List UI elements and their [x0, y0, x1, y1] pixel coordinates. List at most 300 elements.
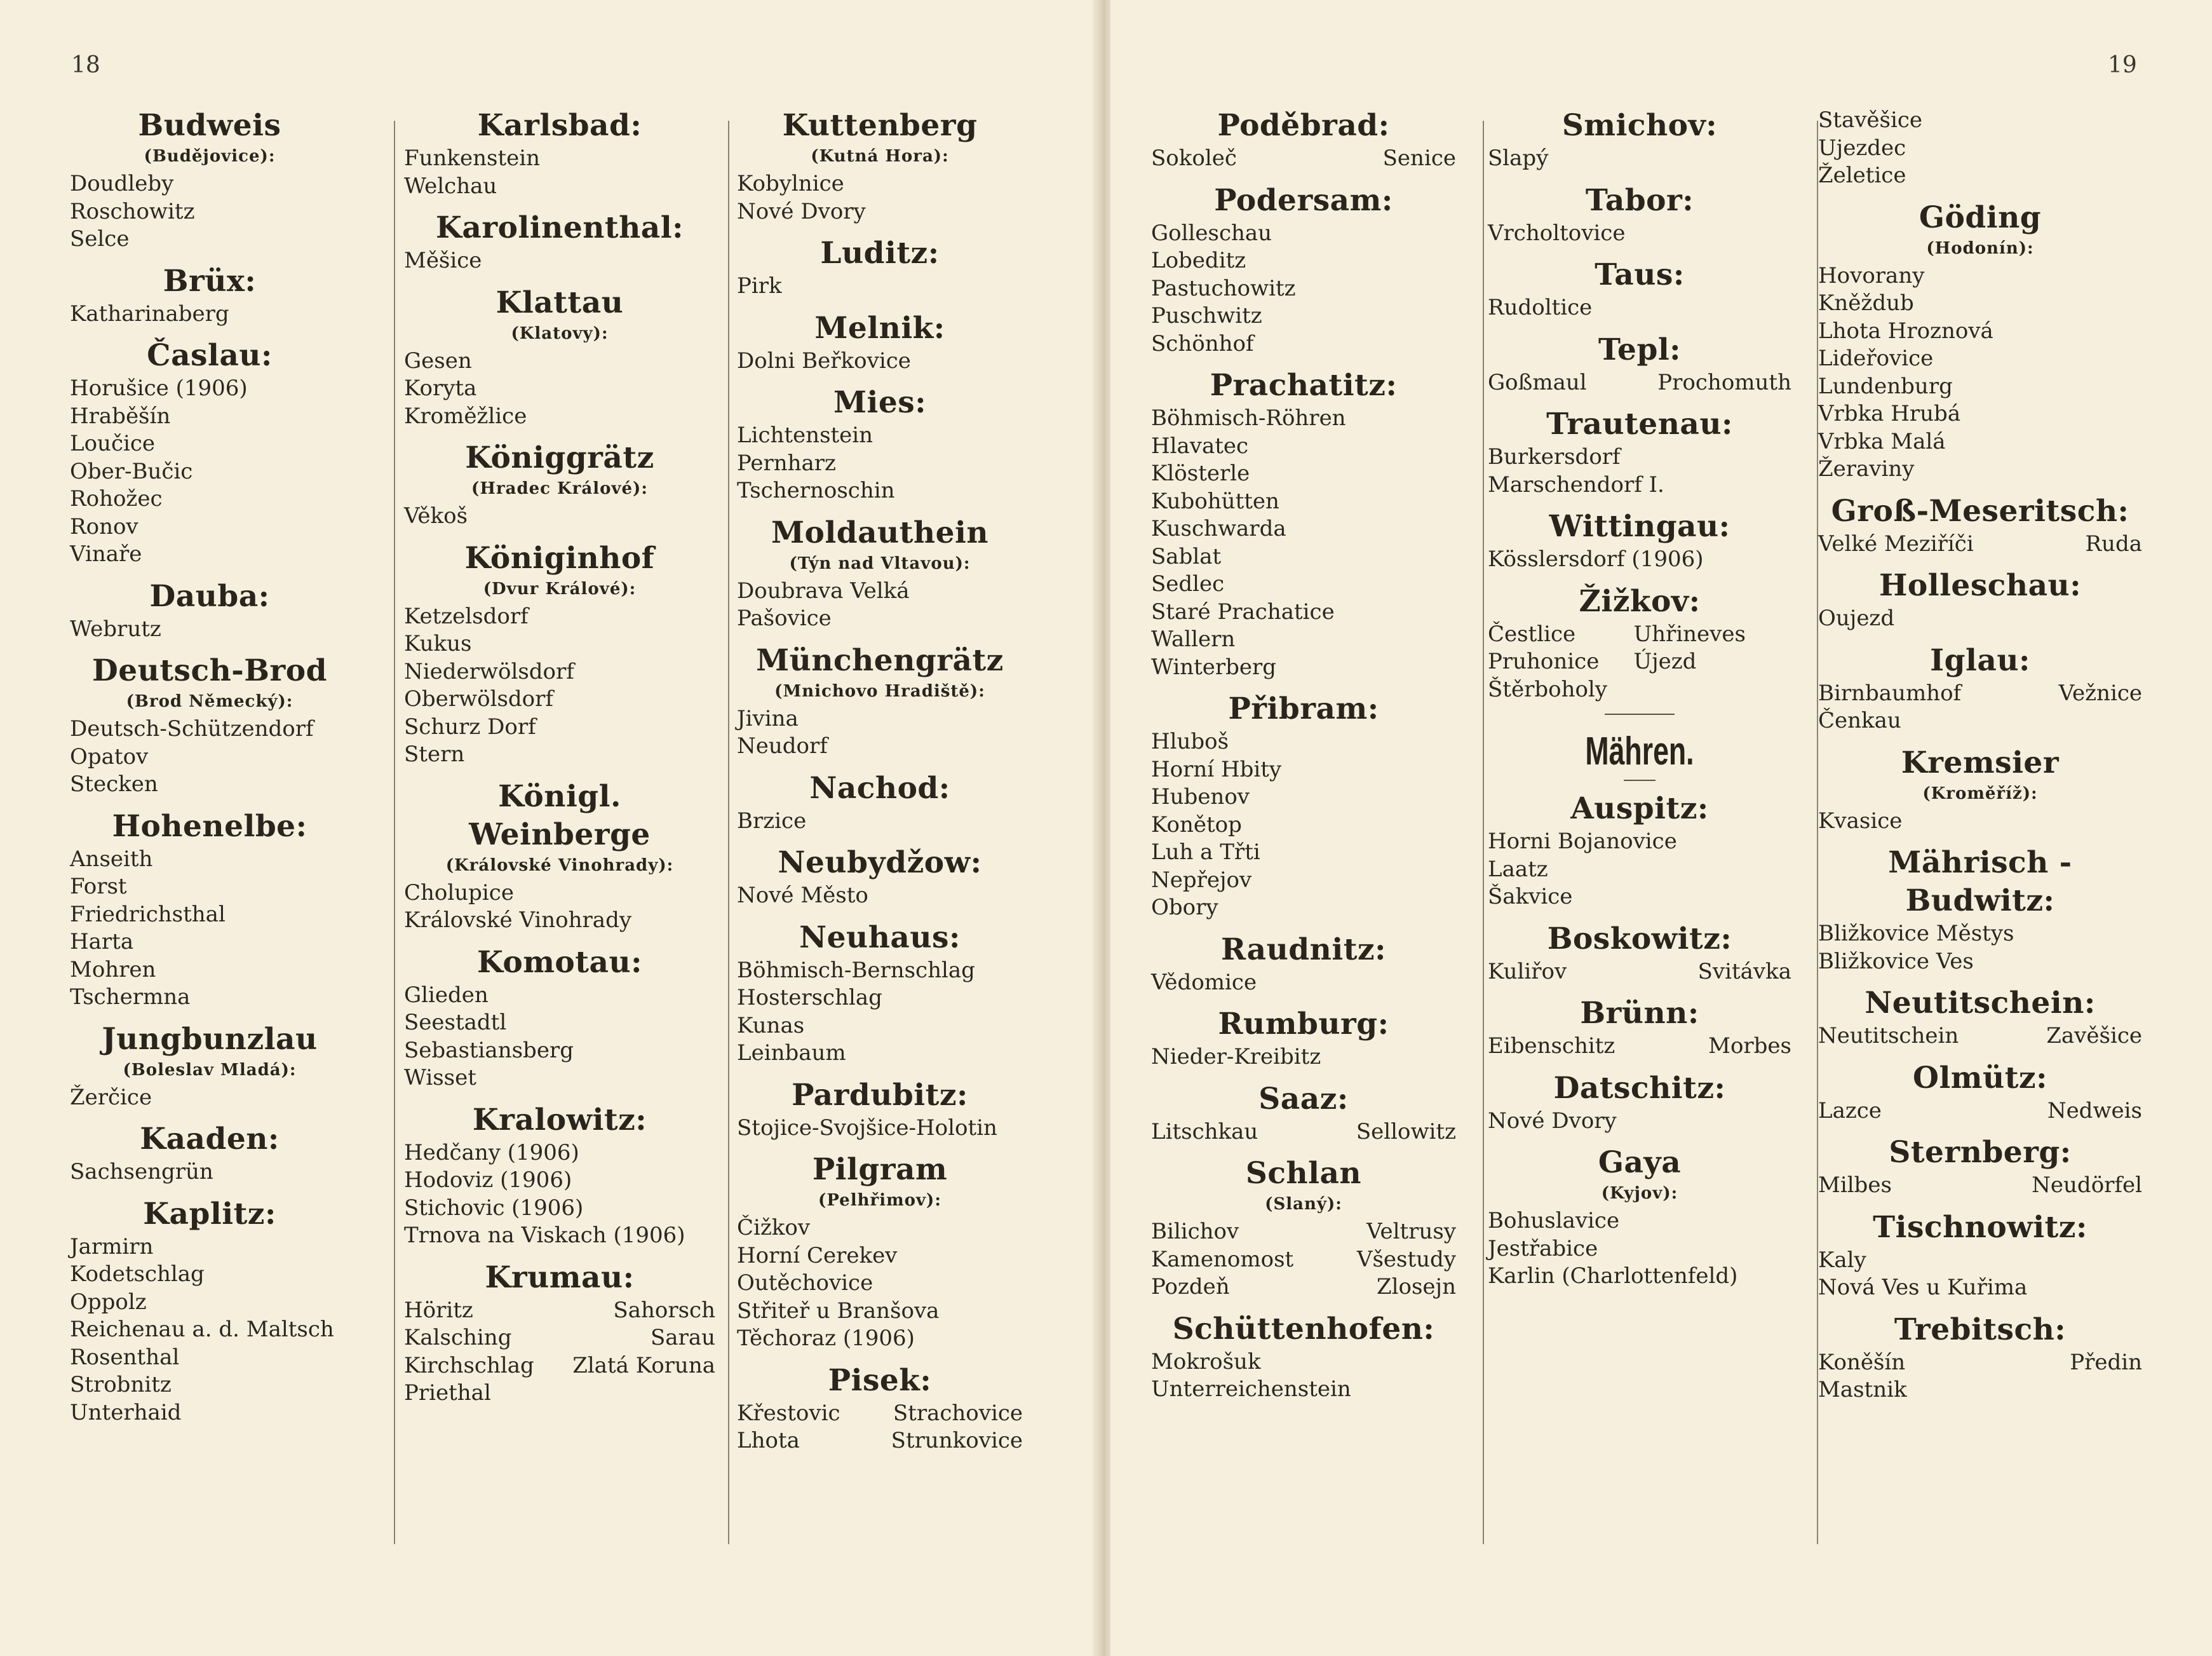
place-name: Pastuchowitz — [1151, 275, 1296, 301]
place-name: Sellowitz — [1356, 1118, 1456, 1144]
district-heading: Kremsier — [1901, 745, 2060, 780]
place-name: Outěchovice — [737, 1270, 873, 1296]
place-name: Morbes — [1708, 1033, 1791, 1059]
place-name: Nové Dvory — [1488, 1108, 1617, 1134]
place-name: Svitávka — [1697, 958, 1791, 984]
place-name: Dolni Beřkovice — [737, 348, 911, 374]
place-name: Konětop — [1151, 811, 1242, 838]
place-row — [1488, 676, 1791, 704]
place-name: Lazce — [1818, 1097, 1882, 1123]
place-name: Stichovic (1906) — [404, 1195, 584, 1221]
place-name: Brzice — [737, 808, 807, 834]
district-heading: Brüx: — [163, 263, 257, 299]
place-name: Unterreichenstein — [1151, 1376, 1351, 1402]
place-name: Sahorsch — [613, 1297, 715, 1323]
place-name: Slapý — [1488, 146, 1549, 171]
district-heading: Schüttenhofen: — [1172, 1311, 1435, 1347]
district-section — [1818, 107, 2142, 190]
place-row — [1818, 531, 2142, 559]
district-heading: Königgrätz — [465, 440, 654, 475]
place-name: Zlosejn — [1377, 1274, 1456, 1300]
place-name: Sachsengrün — [70, 1159, 213, 1184]
place-name: Tschermna — [70, 984, 191, 1010]
district-section — [737, 234, 1023, 301]
place-name: Lobeditz — [1151, 248, 1246, 273]
place-name: Kobylnice — [737, 171, 844, 196]
place-name: Kvasice — [1818, 808, 1903, 834]
place-name: Niederwölsdorf — [404, 658, 574, 684]
place-name: Pruhonice — [1488, 649, 1600, 674]
district-subheading: (Klatovy): — [511, 323, 609, 343]
district-heading: Komotau: — [477, 944, 642, 980]
district-section — [1488, 920, 1791, 986]
district-heading: Melnik: — [814, 310, 945, 346]
place-name: Hubenov — [1151, 784, 1250, 810]
place-name: Horušice (1906) — [70, 376, 248, 401]
place-row — [1818, 680, 2142, 708]
place-name: Nepřejov — [1151, 867, 1252, 893]
place-row — [1151, 1246, 1456, 1274]
place-name: Böhmisch-Bernschlag — [737, 957, 975, 983]
district-section — [70, 578, 349, 644]
place-name: Strobnitz — [70, 1372, 172, 1397]
place-name: Hluboš — [1151, 729, 1229, 754]
place-name: Puschwitz — [1151, 303, 1262, 329]
district-heading: Königinhof — [464, 540, 655, 576]
district-section — [1818, 1311, 2142, 1404]
district-heading: Mies: — [833, 385, 927, 420]
district-section — [404, 1259, 715, 1408]
district-heading: Mährisch - Budwitz: — [1888, 845, 2072, 918]
place-name: Vědomice — [1151, 969, 1257, 995]
place-name: Glieden — [404, 982, 489, 1008]
place-name: Trnova na Viskach (1906) — [404, 1223, 685, 1248]
place-name: Bilichov — [1151, 1219, 1239, 1244]
district-heading: Neubydžow: — [778, 845, 982, 880]
page-number-left: 18 — [71, 52, 100, 78]
district-section — [737, 1151, 1023, 1353]
place-name: Hlavatec — [1151, 433, 1249, 459]
district-section — [1818, 1134, 2142, 1200]
place-name: Wallern — [1151, 627, 1236, 652]
district-heading: Holleschau: — [1878, 568, 2082, 603]
place-name: Sokoleč — [1151, 146, 1237, 171]
district-heading: Klattau — [496, 285, 624, 320]
district-heading: Gaya — [1598, 1145, 1682, 1180]
place-name: Střiteř u Branšova — [737, 1298, 940, 1324]
place-name: Tschernoschin — [737, 478, 895, 503]
district-subheading: (Týn nad Vltavou): — [789, 553, 971, 573]
place-name: Předin — [2070, 1349, 2142, 1375]
place-name: Wisset — [404, 1065, 476, 1090]
place-name: Jarmirn — [70, 1233, 154, 1259]
place-name: Čižkov — [737, 1215, 811, 1240]
district-section — [1488, 331, 1791, 397]
place-name: Deutsch-Schützendorf — [70, 716, 314, 742]
place-name: Kuliřov — [1488, 958, 1567, 984]
place-name: Kukus — [404, 631, 472, 656]
place-name: Kuschwarda — [1151, 516, 1286, 541]
place-name: Strachovice — [893, 1400, 1023, 1426]
place-name: Marschendorf I. — [1488, 472, 1664, 498]
district-section — [1818, 492, 2142, 559]
place-name: Lundenburg — [1818, 373, 1953, 399]
place-name: Hodoviz (1906) — [404, 1167, 572, 1193]
place-name: Obory — [1151, 895, 1218, 920]
district-heading: Časlau: — [147, 338, 273, 373]
place-name: Vrcholtovice — [1488, 220, 1626, 246]
place-name: Opatov — [70, 743, 149, 770]
place-name: Laatz — [1488, 856, 1548, 882]
district-subheading: (Královské Vinohrady): — [445, 855, 674, 875]
district-heading: Moldauthein — [771, 515, 989, 550]
district-subheading: (Mnichovo Hradiště): — [774, 681, 985, 701]
place-name: Jestřabice — [1488, 1235, 1598, 1261]
place-name: Ruda — [2085, 531, 2142, 557]
place-name: Zlatá Koruna — [572, 1352, 715, 1378]
place-name: Birnbaumhof — [1818, 680, 1962, 706]
district-subheading: (Hradec Králové): — [471, 479, 648, 498]
district-section — [737, 642, 1023, 761]
district-section — [1818, 1209, 2142, 1302]
place-name: Oujezd — [1818, 606, 1895, 631]
district-section — [1151, 107, 1456, 173]
district-section — [1818, 984, 2142, 1050]
place-name: Welchau — [404, 173, 497, 199]
district-section — [1488, 1144, 1791, 1291]
left-page — [0, 0, 1098, 1656]
place-name: Schurz Dorf — [404, 714, 536, 740]
district-heading: Přibram: — [1228, 691, 1379, 726]
right-column-1 — [1151, 107, 1456, 1413]
district-heading: Boskowitz: — [1547, 921, 1732, 956]
place-name: Neudörfel — [2032, 1172, 2142, 1198]
district-heading: Raudnitz: — [1221, 932, 1386, 967]
district-section — [1818, 744, 2142, 836]
district-section — [1488, 994, 1791, 1061]
column-divider — [728, 121, 729, 1544]
district-heading: Krumau: — [485, 1259, 635, 1295]
place-name: Prochomuth — [1657, 369, 1791, 395]
place-name: Leinbaum — [737, 1040, 846, 1066]
district-heading: Wittingau: — [1549, 509, 1730, 544]
district-section — [737, 514, 1023, 633]
place-name: Neutitschein — [1818, 1023, 1959, 1049]
place-row — [1151, 145, 1456, 173]
place-name: Priethal — [404, 1380, 491, 1406]
district-heading: Rumburg: — [1218, 1007, 1389, 1042]
district-heading: Neutitschein: — [1865, 986, 2096, 1021]
left-column-1 — [70, 107, 349, 1435]
place-name: Věkoš — [404, 503, 468, 529]
place-row — [1488, 1033, 1791, 1061]
district-section — [737, 107, 1023, 226]
district-section — [1151, 931, 1456, 997]
district-section — [70, 652, 349, 799]
district-subheading: (Slaný): — [1265, 1195, 1342, 1214]
district-section — [1151, 690, 1456, 922]
district-heading: Karolinenthal: — [436, 210, 684, 245]
district-heading: Luditz: — [820, 236, 940, 271]
place-name: Horní Cerekev — [737, 1242, 898, 1268]
place-name: Kodetschlag — [70, 1261, 205, 1287]
district-heading: Deutsch-Brod — [92, 653, 327, 688]
place-name: Nedweis — [2047, 1097, 2142, 1123]
place-name: Kamenomost — [1151, 1246, 1294, 1272]
district-subheading: (Kroměříž): — [1922, 784, 2038, 803]
district-section — [1488, 256, 1791, 322]
district-heading: Tepl: — [1598, 332, 1682, 367]
place-name: Kalsching — [404, 1325, 512, 1350]
district-section — [70, 1021, 349, 1112]
place-name: Královské Vinohrady — [404, 907, 632, 933]
place-row — [1818, 1349, 2142, 1377]
place-name: Friedrichsthal — [70, 901, 226, 927]
column-divider — [394, 121, 395, 1544]
place-name: Sablat — [1151, 543, 1222, 569]
place-name: Gesen — [404, 348, 472, 374]
place-name: Neudorf — [737, 733, 828, 759]
place-name: Vinaře — [70, 541, 142, 567]
place-row — [1818, 1376, 2142, 1404]
place-name: Karlin (Charlottenfeld) — [1488, 1263, 1738, 1289]
divider-dash — [1624, 780, 1656, 781]
place-row — [1151, 1118, 1456, 1146]
place-name: Rosenthal — [70, 1344, 180, 1370]
district-section — [1488, 405, 1791, 499]
right-column-2 — [1488, 107, 1791, 1300]
place-row — [404, 1352, 715, 1380]
district-heading: Neuhaus: — [799, 920, 961, 955]
district-section — [1151, 1080, 1456, 1146]
place-name: Rudoltice — [1488, 295, 1593, 320]
left-column-2 — [404, 107, 715, 1416]
place-name: Vrbka Hrubá — [1818, 401, 1961, 426]
district-heading: Trautenau: — [1546, 407, 1733, 442]
place-name: Křestovic — [737, 1400, 840, 1426]
district-heading: Groß-Meseritsch: — [1831, 493, 2129, 529]
place-name: Všestudy — [1356, 1246, 1456, 1272]
place-name: Unterhaid — [70, 1399, 182, 1425]
district-section — [737, 309, 1023, 376]
place-name: Ober-Bučic — [70, 458, 193, 484]
district-heading: Budweis — [138, 108, 281, 143]
place-name: Katharinaberg — [70, 301, 229, 327]
place-name: Měšice — [404, 248, 482, 273]
district-section — [737, 844, 1023, 910]
district-section — [1818, 642, 2142, 735]
district-heading: Schlan — [1245, 1156, 1362, 1191]
column-divider — [1483, 121, 1484, 1544]
district-heading: Kralowitz: — [472, 1102, 647, 1137]
place-name: Loučice — [70, 431, 156, 456]
place-name: Burkersdorf — [1488, 444, 1621, 470]
place-name: Horni Bojanovice — [1488, 829, 1677, 854]
place-name: Nové Město — [737, 883, 868, 908]
place-row — [1488, 648, 1791, 676]
place-name: Harta — [70, 929, 134, 954]
district-heading: Olmütz: — [1913, 1060, 2047, 1096]
place-name: Uhřineves — [1633, 621, 1746, 647]
place-name: Kunas — [737, 1012, 805, 1038]
place-name: Sedlec — [1151, 571, 1225, 597]
district-heading: Tischnowitz: — [1873, 1209, 2087, 1245]
place-name: Nová Ves u Kuřima — [1818, 1275, 2028, 1300]
right-column-3 — [1818, 107, 2142, 1413]
place-name: Oberwölsdorf — [404, 686, 553, 712]
district-section — [1151, 182, 1456, 358]
place-name: Mokrošuk — [1151, 1348, 1261, 1374]
district-heading: Pisek: — [828, 1362, 932, 1398]
district-section — [1488, 790, 1791, 911]
district-section — [70, 1120, 349, 1186]
place-name: Goßmaul — [1488, 369, 1587, 395]
page-number-right: 19 — [2108, 52, 2137, 78]
place-name: Golleschau — [1151, 220, 1272, 246]
district-heading: Smichov: — [1561, 108, 1718, 143]
place-name: Újezd — [1633, 649, 1697, 674]
place-name: Želetice — [1818, 163, 1906, 188]
district-heading: Iglau: — [1930, 642, 2030, 678]
place-row — [1818, 1172, 2142, 1200]
district-section — [1151, 1005, 1456, 1071]
district-section — [70, 262, 349, 329]
district-heading: Karlsbad: — [477, 108, 642, 143]
district-heading: Poděbrad: — [1217, 108, 1390, 143]
place-name: Hraběšín — [70, 403, 171, 429]
place-name: Mastnik — [1818, 1377, 1907, 1402]
place-name: Strunkovice — [891, 1428, 1023, 1453]
place-row — [1818, 1022, 2142, 1050]
place-name: Koryta — [404, 376, 477, 401]
district-heading: Hohenelbe: — [112, 808, 307, 844]
district-section — [1488, 583, 1791, 704]
place-name: Kösslersdorf (1906) — [1488, 546, 1704, 572]
place-name: Pozdeň — [1151, 1274, 1230, 1300]
place-row — [737, 1400, 1023, 1428]
place-row — [404, 1297, 715, 1325]
place-name: Nové Dvory — [737, 198, 866, 224]
district-heading: Auspitz: — [1570, 791, 1709, 826]
district-section — [1488, 714, 1791, 781]
place-name: Hosterschlag — [737, 985, 882, 1010]
place-row — [1488, 958, 1791, 986]
district-heading: Taus: — [1595, 257, 1685, 292]
place-name: Velké Meziříči — [1818, 531, 1974, 557]
district-section — [404, 778, 715, 935]
place-name: Ujezdec — [1818, 135, 1906, 161]
district-section — [737, 1362, 1023, 1455]
place-name: Doudleby — [70, 171, 174, 196]
place-row — [1818, 1097, 2142, 1125]
place-name: Stojice-Svojšice-Holotin — [737, 1115, 997, 1141]
place-name: Lichtenstein — [737, 423, 873, 448]
district-section — [737, 1076, 1023, 1143]
district-section — [1151, 1155, 1456, 1301]
district-section — [1151, 367, 1456, 681]
district-subheading: (Pelhřimov): — [818, 1191, 941, 1210]
place-name: Lhota Hroznová — [1818, 318, 1993, 344]
district-heading: Münchengrätz — [756, 642, 1004, 678]
district-section — [1151, 1310, 1456, 1404]
district-heading: Kaaden: — [140, 1122, 280, 1157]
place-name: Ronov — [70, 513, 138, 540]
place-name: Těchoraz (1906) — [737, 1326, 915, 1351]
place-name: Seestadtl — [404, 1010, 507, 1035]
district-section — [737, 770, 1023, 836]
place-name: Kaly — [1818, 1247, 1866, 1273]
district-section — [737, 384, 1023, 505]
district-subheading: (Boleslav Mladá): — [123, 1060, 297, 1080]
place-row — [1151, 1218, 1456, 1246]
district-section — [1488, 182, 1791, 248]
district-heading: Kaplitz: — [143, 1196, 276, 1232]
district-subheading: (Hodonín): — [1926, 238, 2034, 258]
district-section — [1488, 1069, 1791, 1136]
district-heading: Pilgram — [812, 1152, 948, 1187]
place-name: Senice — [1382, 146, 1456, 171]
place-row — [1488, 621, 1791, 649]
place-name: Horní Hbity — [1151, 756, 1282, 782]
place-name: Bližkovice Ves — [1818, 948, 1974, 974]
place-name: Sarau — [651, 1325, 715, 1350]
place-name: Mohren — [70, 956, 156, 982]
place-name: Kroměžlice — [404, 403, 527, 429]
district-heading: Podersam: — [1214, 182, 1393, 218]
place-name: Koněšín — [1818, 1349, 1906, 1375]
place-name: Böhmisch-Röhren — [1151, 405, 1346, 431]
place-row — [404, 1324, 715, 1352]
district-section — [1818, 1059, 2142, 1125]
place-name: Lideřovice — [1818, 346, 1934, 371]
place-name: Oppolz — [70, 1289, 147, 1315]
place-name: Anseith — [70, 846, 153, 872]
district-subheading: (Brod Německý): — [126, 692, 293, 711]
place-name: Stavěšice — [1818, 107, 1923, 133]
place-name: Eibenschitz — [1488, 1033, 1615, 1059]
district-heading: Žižkov: — [1579, 583, 1701, 619]
place-name: Klösterle — [1151, 461, 1250, 486]
place-name: Veltrusy — [1366, 1219, 1456, 1244]
place-name: Hovorany — [1818, 262, 1925, 288]
district-subheading: (Dvur Králové): — [483, 579, 637, 599]
place-name: Pirk — [737, 273, 782, 299]
district-heading: Trebitsch: — [1894, 1312, 2067, 1347]
place-row — [737, 1427, 1023, 1455]
left-column-3 — [737, 107, 1023, 1464]
district-section — [1488, 107, 1791, 173]
district-heading: Brünn: — [1580, 996, 1699, 1031]
place-name: Ketzelsdorf — [404, 603, 529, 629]
place-name: Rohožec — [70, 486, 163, 512]
place-name: Stern — [404, 742, 465, 767]
place-row — [1151, 1273, 1456, 1301]
district-heading: Königl. Weinberge — [469, 778, 651, 852]
district-section — [737, 919, 1023, 1068]
district-section — [70, 107, 349, 254]
place-name: Vrbka Malá — [1818, 428, 1946, 454]
district-section — [404, 439, 715, 531]
place-name: Kněždub — [1818, 290, 1914, 316]
place-name: Čenkau — [1818, 708, 1901, 733]
place-name: Staré Prachatice — [1151, 599, 1335, 625]
district-section — [1818, 199, 2142, 484]
district-subheading: (Kutná Hora): — [811, 147, 949, 166]
place-name: Pašovice — [737, 606, 832, 631]
place-name: Žeraviny — [1818, 456, 1915, 482]
place-name: Milbes — [1818, 1172, 1892, 1198]
place-name: Forst — [70, 874, 127, 899]
